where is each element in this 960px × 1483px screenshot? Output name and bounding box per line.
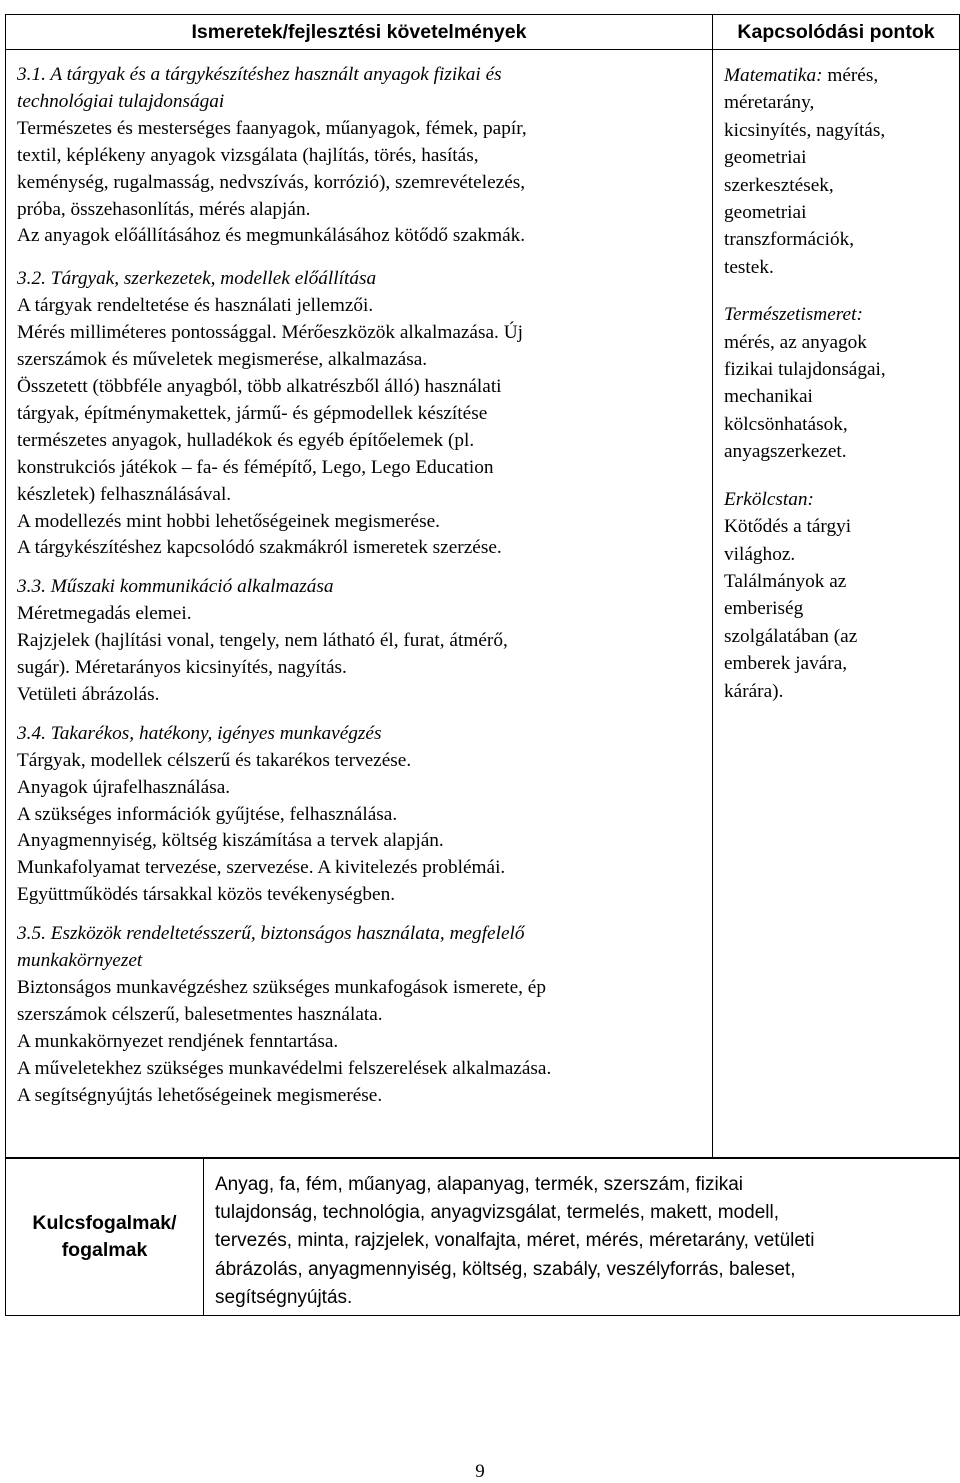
page-number: 9 — [475, 1461, 485, 1482]
section-line: Vetületi ábrázolás. — [17, 683, 160, 705]
section-line: A segítségnyújtás lehetőségeinek megismerése. — [17, 1084, 383, 1106]
keywords-line: tervezés, minta, rajzjelek, vonalfajta, méret, mérés, méretarány, vetületi — [215, 1230, 815, 1252]
connection-line: szerkesztések, — [724, 174, 834, 196]
section-3-4 — [17, 721, 704, 909]
section-3-3 — [17, 574, 704, 709]
section-line: Biztonságos munkavégzéshez szükséges munkafogások ismerete, ép — [17, 977, 547, 998]
connection-line: kárára). — [724, 680, 784, 702]
section-line: A tárgyak rendeltetése és használati jellemzői. — [17, 295, 374, 317]
section-line: textil, képlékeny anyagok vizsgálata (hajlítás, törés, hasítás, — [17, 144, 479, 166]
connection-line: emberiség — [724, 598, 804, 620]
section-line: konstrukciós játékok – fa- és fémépítő, Lego, Lego Education — [17, 456, 494, 478]
connection-subject: Természetismeret: — [724, 304, 863, 326]
section-line: Mérés milliméteres pontossággal. Mérőeszközök alkalmazása. Új — [17, 322, 523, 344]
section-line: Anyagmennyiség, költség kiszámítása a tervek alapján. — [17, 830, 444, 852]
header-requirements: Ismeretek/fejlesztési követelmények — [6, 15, 713, 50]
keywords-line: tulajdonság, technológia, anyagvizsgálat, termelés, makett, modell, — [215, 1202, 779, 1224]
section-line: Összetett (többféle anyagból, több alkatrészből álló) használati — [17, 375, 502, 397]
section-line: Az anyagok előállításához és megmunkálásához kötődő szakmák. — [17, 225, 526, 247]
section-line: Együttműködés társakkal közös tevékenységben. — [17, 884, 396, 906]
section-3-5 — [17, 921, 704, 1109]
section-line: A műveletekhez szükséges munkavédelmi felszerelések alkalmazása. — [17, 1057, 552, 1079]
section-line: szerszámok célszerű, balesetmentes használata. — [17, 1003, 383, 1025]
section-line: próba, összehasonlítás, mérés alapján. — [17, 198, 311, 220]
connection-line: mechanikai — [724, 386, 813, 408]
keywords-line: segítségnyújtás. — [215, 1286, 353, 1308]
section-title: 3.4. Takarékos, hatékony, igényes munkavégzés — [17, 722, 382, 744]
keywords-text — [204, 1159, 960, 1316]
section-line: Tárgyak, modellek célszerű és takarékos tervezése. — [17, 749, 412, 771]
section-line: Anyagok újrafelhasználása. — [17, 776, 231, 798]
section-line: Méretmegadás elemei. — [17, 603, 192, 625]
requirements-table — [5, 14, 960, 1158]
section-title: 3.2. Tárgyak, szerkezetek, modellek előállítása — [17, 268, 377, 290]
section-line: A szükséges információk gyűjtése, felhasználása. — [17, 803, 398, 825]
connection-matematika — [724, 62, 953, 281]
connection-line: világhoz. — [724, 543, 796, 565]
section-line: A modellezés mint hobbi lehetőségeinek megismerése. — [17, 510, 441, 532]
connection-erkolcstan — [724, 486, 953, 705]
connection-line: méretarány, — [724, 92, 815, 114]
connection-line: testek. — [724, 256, 774, 278]
section-line: Rajzjelek (hajlítási vonal, tengely, nem látható él, furat, átmérő, — [17, 630, 508, 652]
section-line: keménység, rugalmasság, nedvszívás, korrózió), szemrevételezés, — [17, 171, 526, 193]
connection-line: Kötődés a tárgyi — [724, 516, 852, 538]
section-line: A munkakörnyezet rendjének fenntartása. — [17, 1030, 339, 1052]
section-3-1 — [17, 50, 704, 250]
header-connections: Kapcsolódási pontok — [713, 15, 960, 50]
keywords-line: ábrázolás, anyagmennyiség, költség, szabály, veszélyforrás, baleset, — [215, 1258, 796, 1280]
connection-termeszetismeret — [724, 301, 953, 465]
section-line: tárgyak, építménymakettek, jármű- és gépmodellek készítése — [17, 402, 488, 424]
connection-line: transzformációk, — [724, 229, 855, 251]
section-title: 3.5. Eszközök rendeltetésszerű, biztonságos használata, megfelelő — [17, 923, 525, 945]
section-title: munkakörnyezet — [17, 950, 143, 972]
connection-subject: Erkölcstan: — [724, 488, 814, 510]
connection-line: geometriai — [724, 202, 807, 224]
connection-line: szolgálatában (az — [724, 625, 858, 647]
section-line: Munkafolyamat tervezése, szervezése. A kivitelezés problémái. — [17, 857, 506, 879]
section-line: sugár). Méretarányos kicsinyítés, nagyítás. — [17, 657, 347, 679]
connection-line: fizikai tulajdonságai, — [724, 359, 886, 381]
connection-line: kicsinyítés, nagyítás, — [724, 119, 886, 141]
keywords-line: Anyag, fa, fém, műanyag, alapanyag, termék, szerszám, fizikai — [215, 1174, 744, 1195]
connection-line: anyagszerkezet. — [724, 441, 847, 463]
section-line: Természetes és mesterséges faanyagok, műanyagok, fémek, papír, — [17, 117, 527, 139]
table-header-row — [6, 15, 960, 50]
keywords-row — [6, 1159, 960, 1316]
connection-line: kölcsönhatások, — [724, 413, 848, 435]
connection-line: emberek javára, — [724, 653, 848, 675]
connection-subject: Matematika: — [724, 65, 823, 86]
connections-cell — [713, 50, 960, 1158]
section-line: készletek) felhasználásával. — [17, 483, 232, 505]
connection-text: mérés, — [822, 65, 879, 86]
connection-first-line — [724, 62, 953, 89]
section-3-2 — [17, 266, 704, 562]
keywords-label — [6, 1159, 204, 1316]
connection-line: mérés, az anyagok — [724, 331, 867, 353]
keywords-label-line: Kulcsfogalmak/ — [32, 1212, 177, 1234]
section-title: 3.3. Műszaki kommunikáció alkalmazása — [17, 576, 334, 598]
requirements-cell — [6, 50, 713, 1158]
keywords-label-line: fogalmak — [61, 1239, 148, 1261]
section-title: 3.1. A tárgyak és a tárgykészítéshez használt anyagok fizikai és — [17, 64, 502, 85]
section-line: természetes anyagok, hulladékok és egyéb építőelemek (pl. — [17, 429, 475, 451]
connection-line: Találmányok az — [724, 570, 847, 592]
section-line: szerszámok és műveletek megismerése, alkalmazása. — [17, 349, 428, 371]
table-body-row — [6, 50, 960, 1158]
connection-line: geometriai — [724, 147, 807, 169]
section-title: technológiai tulajdonságai — [17, 90, 225, 112]
section-line: A tárgykészítéshez kapcsolódó szakmákról ismeretek szerzése. — [17, 537, 502, 559]
keywords-table — [5, 1158, 960, 1316]
